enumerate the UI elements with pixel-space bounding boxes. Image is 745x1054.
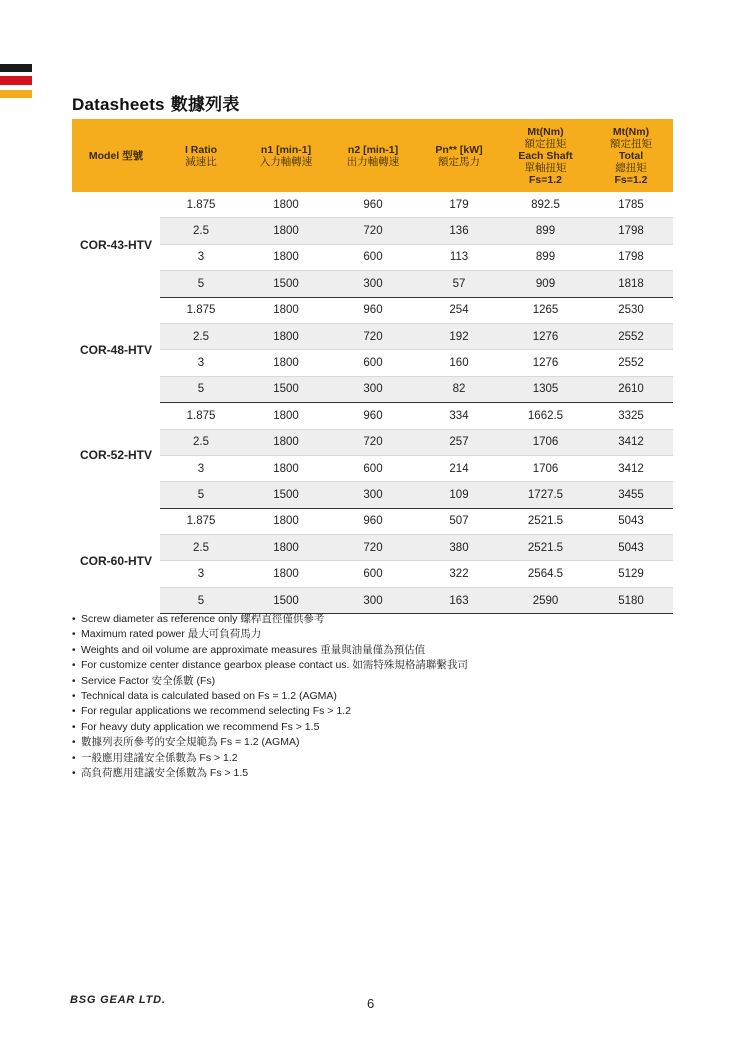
table-cell: 257 — [416, 429, 502, 455]
table-cell: 1800 — [242, 455, 330, 481]
table-cell: 2521.5 — [502, 535, 589, 561]
table-cell: 2530 — [589, 297, 673, 323]
table-cell: 300 — [330, 482, 416, 508]
table-cell: 600 — [330, 350, 416, 376]
table-cell: 1818 — [589, 271, 673, 297]
table-cell: 1800 — [242, 323, 330, 349]
table-cell: 5 — [160, 482, 242, 508]
datasheet-table — [72, 119, 673, 614]
header-model: Model 型號 — [72, 119, 160, 192]
table-cell: 960 — [330, 297, 416, 323]
table-cell: 899 — [502, 244, 589, 270]
table-cell: 1800 — [242, 535, 330, 561]
table-cell: 1800 — [242, 429, 330, 455]
table-cell: 1800 — [242, 297, 330, 323]
table-row — [72, 271, 673, 297]
table-cell: 720 — [330, 218, 416, 244]
note-item: • Technical data is calculated based on Fs = 1.2 (AGMA) — [72, 689, 468, 704]
table-cell: 3 — [160, 244, 242, 270]
table-cell: 5180 — [589, 587, 673, 613]
table-cell: 5 — [160, 271, 242, 297]
table-cell: 1798 — [589, 218, 673, 244]
header-n2: n2 [min-1] 出力軸轉速 — [330, 119, 416, 192]
table-cell: 1.875 — [160, 297, 242, 323]
table-cell: 192 — [416, 323, 502, 349]
table-cell: 3 — [160, 561, 242, 587]
note-item: • For customize center distance gearbox please contact us. 如需特殊規格請聯繫我司 — [72, 658, 468, 673]
table-cell: 1785 — [589, 192, 673, 218]
table-cell: 160 — [416, 350, 502, 376]
table-row — [72, 535, 673, 561]
header-n1: n1 [min-1] 入力軸轉速 — [242, 119, 330, 192]
table-cell: 899 — [502, 218, 589, 244]
table-row — [72, 376, 673, 402]
table-cell: 720 — [330, 429, 416, 455]
table-cell: 3 — [160, 350, 242, 376]
table-cell: 2.5 — [160, 218, 242, 244]
table-cell: 1265 — [502, 297, 589, 323]
model-name-cell: COR-52-HTV — [72, 403, 160, 509]
table-cell: 2552 — [589, 323, 673, 349]
table-header-row — [72, 119, 673, 192]
table-row — [72, 455, 673, 481]
table-row — [72, 482, 673, 508]
note-item: • 高負荷應用建議安全係數為 Fs > 1.5 — [72, 766, 468, 781]
table-row — [72, 297, 673, 323]
table-cell: 254 — [416, 297, 502, 323]
note-item: • Screw diameter as reference only 螺桿直徑僅供參考 — [72, 612, 468, 627]
table-cell: 113 — [416, 244, 502, 270]
table-cell: 5043 — [589, 535, 673, 561]
table-cell: 2610 — [589, 376, 673, 402]
table-cell: 136 — [416, 218, 502, 244]
table-cell: 600 — [330, 244, 416, 270]
table-row — [72, 508, 673, 534]
note-item: • Maximum rated power 最大可負荷馬力 — [72, 627, 468, 642]
table-cell: 334 — [416, 403, 502, 429]
note-item: • 數據列表所參考的安全規範為 Fs = 1.2 (AGMA) — [72, 735, 468, 750]
table-cell: 5129 — [589, 561, 673, 587]
model-name-cell: COR-60-HTV — [72, 508, 160, 614]
table-cell: 300 — [330, 587, 416, 613]
page-title-en: Datasheets — [72, 95, 165, 114]
table-cell: 960 — [330, 192, 416, 218]
table-cell: 3455 — [589, 482, 673, 508]
table-cell: 5043 — [589, 508, 673, 534]
table-cell: 322 — [416, 561, 502, 587]
table-cell: 960 — [330, 508, 416, 534]
table-cell: 1727.5 — [502, 482, 589, 508]
table-row — [72, 244, 673, 270]
table-cell: 600 — [330, 455, 416, 481]
table-cell: 300 — [330, 376, 416, 402]
table-row — [72, 429, 673, 455]
table-row — [72, 561, 673, 587]
flag-stripe-gold — [0, 90, 32, 98]
table-cell: 507 — [416, 508, 502, 534]
table-cell: 2590 — [502, 587, 589, 613]
table-cell: 909 — [502, 271, 589, 297]
flag-stripe-black — [0, 64, 32, 72]
table-cell: 1500 — [242, 376, 330, 402]
model-name-cell: COR-48-HTV — [72, 297, 160, 403]
table-cell: 1.875 — [160, 192, 242, 218]
table-cell: 1800 — [242, 508, 330, 534]
table-cell: 2.5 — [160, 323, 242, 349]
table-cell: 179 — [416, 192, 502, 218]
page-title — [72, 90, 240, 115]
table-cell: 3412 — [589, 429, 673, 455]
table-cell: 5 — [160, 376, 242, 402]
table-cell: 1800 — [242, 218, 330, 244]
table-cell: 600 — [330, 561, 416, 587]
note-item: • For regular applications we recommend selecting Fs > 1.2 — [72, 704, 468, 719]
table-cell: 1800 — [242, 192, 330, 218]
table-row — [72, 218, 673, 244]
table-cell: 960 — [330, 403, 416, 429]
table-cell: 1800 — [242, 244, 330, 270]
table-cell: 57 — [416, 271, 502, 297]
table-cell: 1800 — [242, 350, 330, 376]
table-cell: 109 — [416, 482, 502, 508]
table-cell: 1.875 — [160, 508, 242, 534]
table-cell: 1800 — [242, 403, 330, 429]
table-cell: 1662.5 — [502, 403, 589, 429]
table-cell: 1706 — [502, 429, 589, 455]
table-cell: 1798 — [589, 244, 673, 270]
note-item: • For heavy duty application we recommend Fs > 1.5 — [72, 720, 468, 735]
table-cell: 3412 — [589, 455, 673, 481]
table-cell: 2.5 — [160, 535, 242, 561]
notes-list — [72, 612, 468, 781]
note-item: • Weights and oil volume are approximate measures 重量與油量僅為預估值 — [72, 643, 468, 658]
table-cell: 892.5 — [502, 192, 589, 218]
table-cell: 1.875 — [160, 403, 242, 429]
table-cell: 300 — [330, 271, 416, 297]
table-row — [72, 323, 673, 349]
header-power: Pn** [kW] 額定馬力 — [416, 119, 502, 192]
page-title-zh: 數據列表 — [170, 95, 240, 114]
table-cell: 3325 — [589, 403, 673, 429]
header-torque-each: Mt(Nm) 額定扭矩 Each Shaft 單軸扭矩 Fs=1.2 — [502, 119, 589, 192]
company-logo: BSG GEAR LTD. — [70, 994, 166, 1006]
note-item: • Service Factor 安全係數 (Fs) — [72, 674, 468, 689]
table-cell: 380 — [416, 535, 502, 561]
table-cell: 1500 — [242, 271, 330, 297]
table-cell: 214 — [416, 455, 502, 481]
table-cell: 5 — [160, 587, 242, 613]
table-row — [72, 350, 673, 376]
table-cell: 1706 — [502, 455, 589, 481]
header-ratio: I Ratio 減速比 — [160, 119, 242, 192]
header-torque-total: Mt(Nm) 額定扭矩 Total 總扭矩 Fs=1.2 — [589, 119, 673, 192]
table-cell: 2552 — [589, 350, 673, 376]
model-name-cell: COR-43-HTV — [72, 192, 160, 297]
table-cell: 163 — [416, 587, 502, 613]
table-cell: 82 — [416, 376, 502, 402]
table-cell: 2521.5 — [502, 508, 589, 534]
table-cell: 1500 — [242, 587, 330, 613]
table-cell: 1276 — [502, 323, 589, 349]
table-cell: 2.5 — [160, 429, 242, 455]
page-number: 6 — [367, 996, 375, 1011]
table-cell: 720 — [330, 323, 416, 349]
table-cell: 720 — [330, 535, 416, 561]
table-row — [72, 192, 673, 218]
table-row — [72, 403, 673, 429]
note-item: • 一般應用建議安全係數為 Fs > 1.2 — [72, 751, 468, 766]
table-body — [72, 192, 673, 614]
table-row — [72, 587, 673, 613]
table-cell: 1276 — [502, 350, 589, 376]
table-cell: 1305 — [502, 376, 589, 402]
flag-stripe-red — [0, 76, 32, 85]
table-cell: 1800 — [242, 561, 330, 587]
table-cell: 1500 — [242, 482, 330, 508]
table-cell: 3 — [160, 455, 242, 481]
table-cell: 2564.5 — [502, 561, 589, 587]
